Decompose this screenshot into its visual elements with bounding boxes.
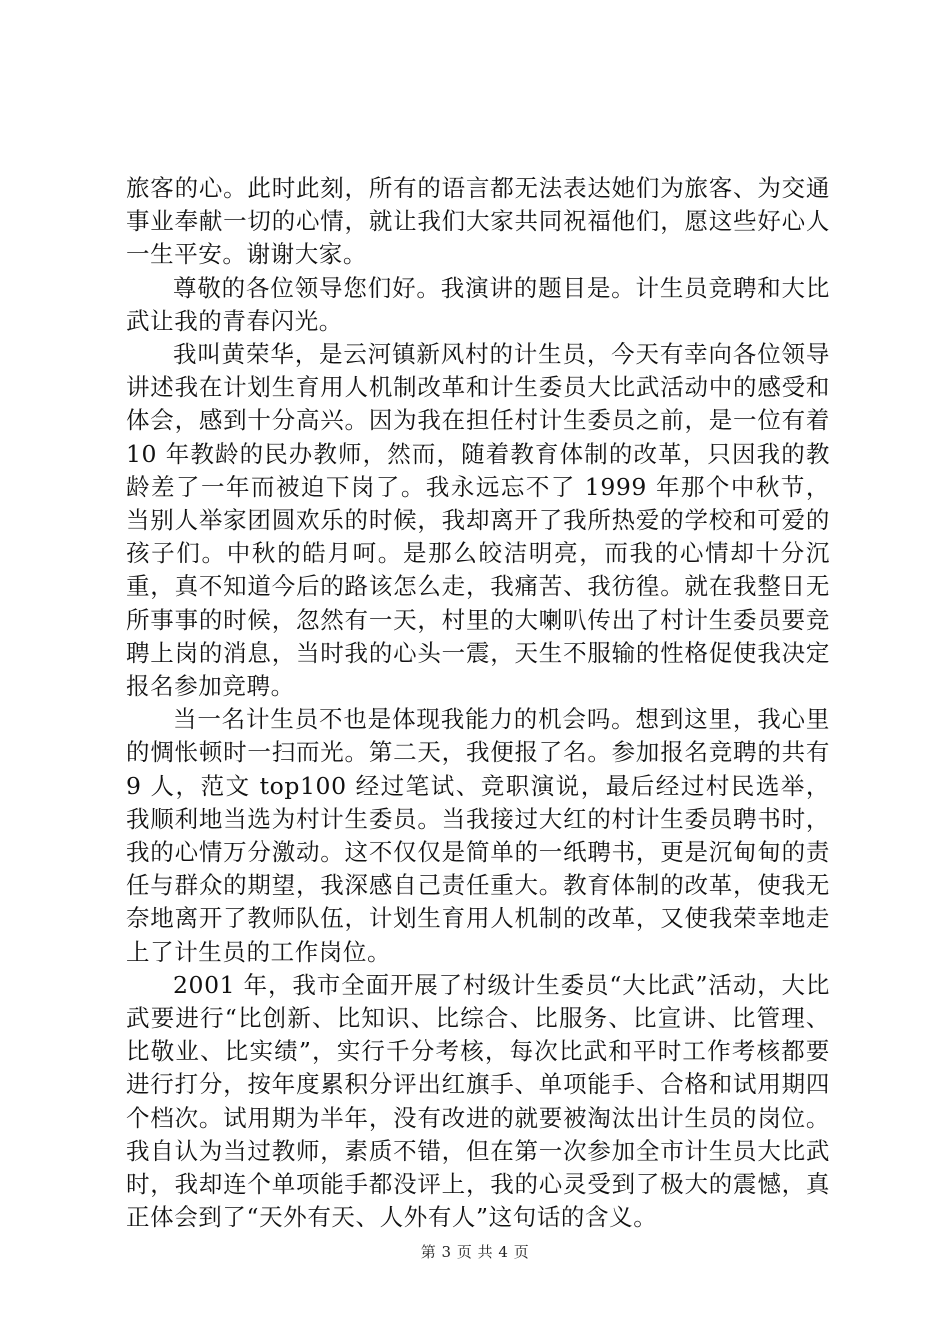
- page-footer: 第 3 页 共 4 页: [420, 1243, 530, 1261]
- paragraph-introduction: 我叫黄荣华，是云河镇新风村的计生员，今天有幸向各位领导讲述我在计划生育用人机制改革和计生委员大比武活动中的感受和体会，感到十分高兴。因为我在担任村计生委员之前，是一位有着 10 年教龄的民办教师，然而，随着教育体制的改革，只因我的教龄差了一年而被迫下岗了。我永远忘不了 1999 年那个中秋节，当别人举家团圆欢乐的时候，我却离开了我所热爱的学校和可爱的孩子们。中秋的皓月呵。是那么皎洁明亮，而我的心情却十分沉重，真不知道今后的路该怎么走，我痛苦、我彷徨。就在我整日无所事事的时候，忽然有一天，村里的大喇叭传出了村计生委员要竞聘上岗的消息，当时我的心头一震，天生不服输的性格促使我决定报名参加竞聘。: [126, 340, 830, 701]
- paragraph-continuation: 旅客的心。此时此刻，所有的语言都无法表达她们为旅客、为交通事业奉献一切的心情，就让我们大家共同祝福他们，愿这些好心人一生平安。谢谢大家。: [126, 174, 830, 269]
- document-body: [126, 172, 830, 1235]
- paragraph-speech-title: 尊敬的各位领导您们好。我演讲的题目是。计生员竞聘和大比武让我的青春闪光。: [126, 273, 830, 335]
- paragraph-election: 当一名计生员不也是体现我能力的机会吗。想到这里，我心里的惆怅顿时一扫而光。第二天，我便报了名。参加报名竞聘的共有 9 人，范文 top100 经过笔试、竞职演说，最后经过村民选举，我顺利地当选为村计生委员。当我接过大红的村计生委员聘书时，我的心情万分激动。这不仅仅是简单的一纸聘书，更是沉甸甸的责任与群众的期望，我深感自己责任重大。教育体制的改革，使我无奈地离开了教师队伍，计划生育用人机制的改革，又使我荣幸地走上了计生员的工作岗位。: [126, 705, 830, 966]
- paragraph-competition: 2001 年，我市全面开展了村级计生委员“大比武”活动，大比武要进行“比创新、比知识、比综合、比服务、比宣讲、比管理、比敬业、比实绩”，实行千分考核，每次比武和平时工作考核都要进行打分，按年度累积分评出红旗手、单项能手、合格和试用期四个档次。试用期为半年，没有改进的就要被淘汰出计生员的岗位。我自认为当过教师，素质不错，但在第一次参加全市计生员大比武时，我却连个单项能手都没评上，我的心灵受到了极大的震憾，真正体会到了“天外有天、人外有人”这句话的含义。: [126, 970, 830, 1232]
